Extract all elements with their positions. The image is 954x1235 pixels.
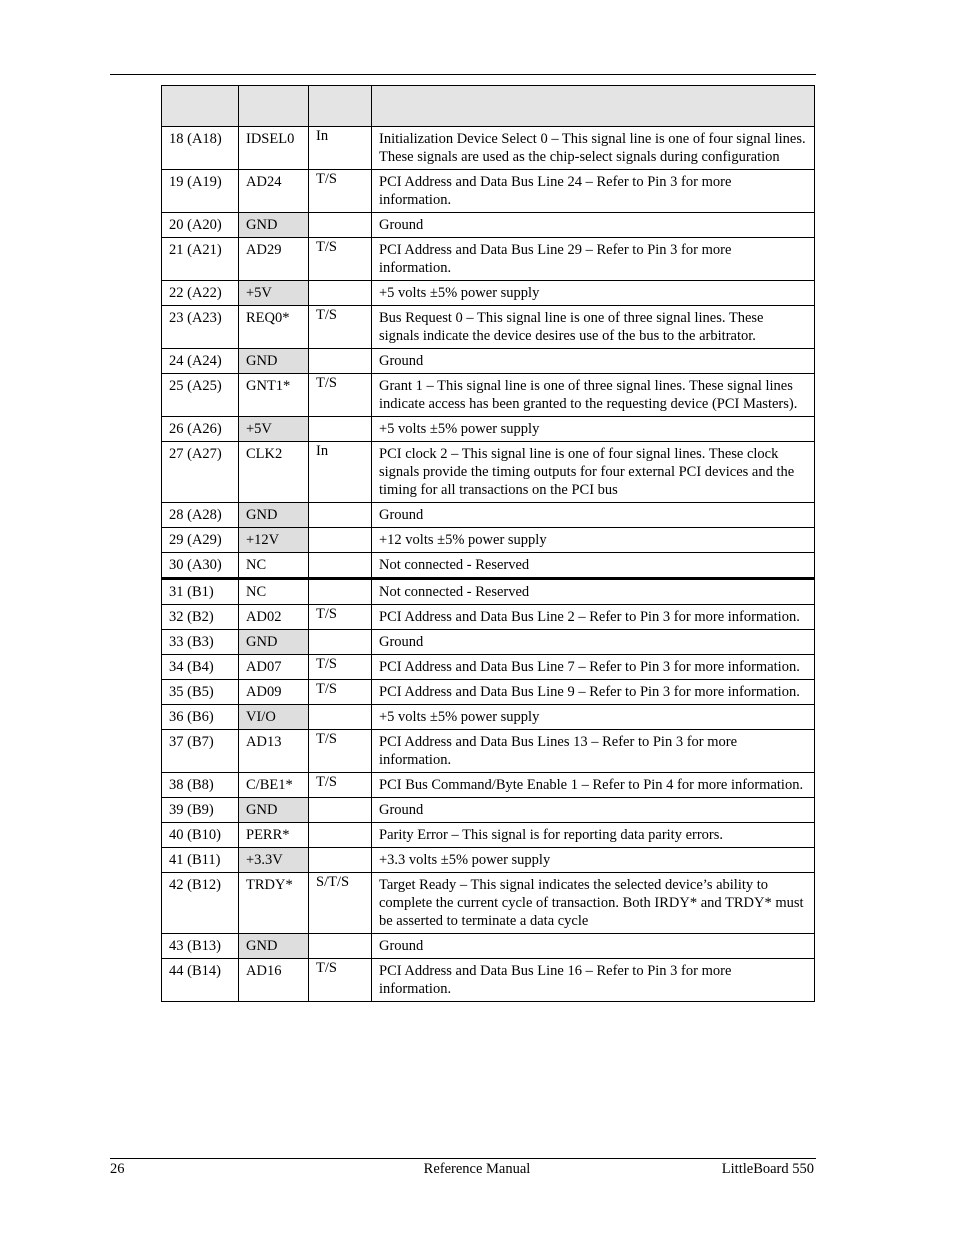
direction-cell [309, 630, 372, 655]
footer-rule [110, 1158, 816, 1159]
table-row [162, 848, 815, 873]
signal-cell: PERR* [239, 823, 309, 848]
signal-cell: GND [239, 503, 309, 528]
pin-cell: 24 (A24) [162, 349, 239, 374]
direction-cell: T/S [309, 238, 372, 281]
table-row [162, 823, 815, 848]
pin-cell: 35 (B5) [162, 680, 239, 705]
signal-cell: REQ0* [239, 306, 309, 349]
direction-cell: T/S [309, 170, 372, 213]
pin-cell: 20 (A20) [162, 213, 239, 238]
signal-cell: GND [239, 934, 309, 959]
signal-cell: AD16 [239, 959, 309, 1002]
footer-product-name: LittleBoard 550 [721, 1161, 814, 1177]
direction-cell [309, 417, 372, 442]
pin-cell: 31 (B1) [162, 579, 239, 605]
pin-cell: 32 (B2) [162, 605, 239, 630]
table-row [162, 170, 815, 213]
pin-cell: 44 (B14) [162, 959, 239, 1002]
table-row [162, 442, 815, 503]
table-row [162, 630, 815, 655]
direction-cell: T/S [309, 773, 372, 798]
signal-cell: +5V [239, 281, 309, 306]
signal-cell: GND [239, 213, 309, 238]
signal-cell: CLK2 [239, 442, 309, 503]
table-row [162, 705, 815, 730]
table-row [162, 579, 815, 605]
signal-cell: VI/O [239, 705, 309, 730]
pin-cell: 30 (A30) [162, 553, 239, 579]
description-cell: +3.3 volts ±5% power supply [372, 848, 815, 873]
header-rule [110, 74, 816, 75]
direction-cell [309, 823, 372, 848]
table-row [162, 553, 815, 579]
description-cell: PCI Address and Data Bus Line 16 – Refer to Pin 3 for more information. [372, 959, 815, 1002]
table-row [162, 798, 815, 823]
table-row [162, 306, 815, 349]
table-row [162, 730, 815, 773]
direction-cell [309, 213, 372, 238]
direction-cell [309, 579, 372, 605]
pin-cell: 23 (A23) [162, 306, 239, 349]
table-row [162, 959, 815, 1002]
direction-cell: T/S [309, 605, 372, 630]
description-cell: PCI clock 2 – This signal line is one of four signal lines. These clock signals provide the timing outputs for four external PCI devices and the timing for all transactions on the PCI bus [372, 442, 815, 503]
header-description [372, 86, 815, 127]
pin-cell: 36 (B6) [162, 705, 239, 730]
table-row [162, 213, 815, 238]
direction-cell [309, 934, 372, 959]
signal-cell: NC [239, 553, 309, 579]
table-row [162, 349, 815, 374]
table-row [162, 605, 815, 630]
direction-cell [309, 798, 372, 823]
description-cell: PCI Address and Data Bus Line 29 – Refer to Pin 3 for more information. [372, 238, 815, 281]
pin-cell: 19 (A19) [162, 170, 239, 213]
table-row [162, 281, 815, 306]
signal-cell: TRDY* [239, 873, 309, 934]
pin-cell: 25 (A25) [162, 374, 239, 417]
table-row [162, 773, 815, 798]
table-row [162, 374, 815, 417]
description-cell: Initialization Device Select 0 – This signal line is one of four signal lines. These signals are used as the chip-select signals during configuration [372, 127, 815, 170]
pinout-table [161, 85, 815, 1002]
description-cell: PCI Bus Command/Byte Enable 1 – Refer to Pin 4 for more information. [372, 773, 815, 798]
table-row [162, 127, 815, 170]
direction-cell: T/S [309, 306, 372, 349]
description-cell: +12 volts ±5% power supply [372, 528, 815, 553]
signal-cell: AD29 [239, 238, 309, 281]
signal-cell: GND [239, 798, 309, 823]
signal-cell: AD09 [239, 680, 309, 705]
signal-cell: GNT1* [239, 374, 309, 417]
signal-cell: +3.3V [239, 848, 309, 873]
pin-cell: 28 (A28) [162, 503, 239, 528]
signal-cell: C/BE1* [239, 773, 309, 798]
signal-cell: +5V [239, 417, 309, 442]
pin-cell: 29 (A29) [162, 528, 239, 553]
description-cell: +5 volts ±5% power supply [372, 705, 815, 730]
description-cell: PCI Address and Data Bus Line 9 – Refer to Pin 3 for more information. [372, 680, 815, 705]
description-cell: +5 volts ±5% power supply [372, 281, 815, 306]
signal-cell: AD02 [239, 605, 309, 630]
header-direction [309, 86, 372, 127]
table-row [162, 680, 815, 705]
pin-cell: 41 (B11) [162, 848, 239, 873]
table-row [162, 238, 815, 281]
header-pin [162, 86, 239, 127]
description-cell: Grant 1 – This signal line is one of three signal lines. These signal lines indicate access has been granted to the requesting device (PCI Masters). [372, 374, 815, 417]
table-header-row [162, 86, 815, 127]
pin-cell: 27 (A27) [162, 442, 239, 503]
table-row [162, 528, 815, 553]
direction-cell: In [309, 442, 372, 503]
pin-cell: 43 (B13) [162, 934, 239, 959]
pin-cell: 18 (A18) [162, 127, 239, 170]
signal-cell: AD07 [239, 655, 309, 680]
description-cell: Ground [372, 934, 815, 959]
description-cell: Ground [372, 630, 815, 655]
direction-cell: S/T/S [309, 873, 372, 934]
signal-cell: GND [239, 630, 309, 655]
description-cell: Bus Request 0 – This signal line is one of three signal lines. These signals indicate the device desires use of the bus to the arbitrator. [372, 306, 815, 349]
footer-manual-title: Reference Manual [423, 1161, 531, 1177]
pin-cell: 40 (B10) [162, 823, 239, 848]
table-body [162, 127, 815, 1002]
description-cell: PCI Address and Data Bus Lines 13 – Refer to Pin 3 for more information. [372, 730, 815, 773]
signal-cell: AD24 [239, 170, 309, 213]
description-cell: Target Ready – This signal indicates the selected device’s ability to complete the current cycle of transaction. Both IRDY* and TRDY* must be asserted to terminate a data cycle [372, 873, 815, 934]
header-signal [239, 86, 309, 127]
direction-cell: T/S [309, 730, 372, 773]
direction-cell [309, 349, 372, 374]
pin-cell: 42 (B12) [162, 873, 239, 934]
signal-cell: AD13 [239, 730, 309, 773]
direction-cell [309, 503, 372, 528]
direction-cell: In [309, 127, 372, 170]
pin-cell: 37 (B7) [162, 730, 239, 773]
table-row [162, 934, 815, 959]
signal-cell: IDSEL0 [239, 127, 309, 170]
description-cell: Ground [372, 798, 815, 823]
description-cell: Parity Error – This signal is for reporting data parity errors. [372, 823, 815, 848]
signal-cell: GND [239, 349, 309, 374]
direction-cell: T/S [309, 959, 372, 1002]
pin-cell: 39 (B9) [162, 798, 239, 823]
direction-cell [309, 705, 372, 730]
direction-cell [309, 553, 372, 579]
description-cell: Not connected - Reserved [372, 579, 815, 605]
table-row [162, 873, 815, 934]
direction-cell [309, 281, 372, 306]
pin-cell: 34 (B4) [162, 655, 239, 680]
table-row [162, 417, 815, 442]
direction-cell [309, 848, 372, 873]
description-cell: Ground [372, 213, 815, 238]
signal-cell: NC [239, 579, 309, 605]
description-cell: Ground [372, 503, 815, 528]
description-cell: PCI Address and Data Bus Line 2 – Refer to Pin 3 for more information. [372, 605, 815, 630]
page-number: 26 [110, 1161, 125, 1177]
description-cell: +5 volts ±5% power supply [372, 417, 815, 442]
pin-cell: 21 (A21) [162, 238, 239, 281]
direction-cell [309, 528, 372, 553]
description-cell: PCI Address and Data Bus Line 24 – Refer to Pin 3 for more information. [372, 170, 815, 213]
description-cell: PCI Address and Data Bus Line 7 – Refer to Pin 3 for more information. [372, 655, 815, 680]
signal-cell: +12V [239, 528, 309, 553]
table-row [162, 503, 815, 528]
description-cell: Ground [372, 349, 815, 374]
direction-cell: T/S [309, 374, 372, 417]
pin-cell: 22 (A22) [162, 281, 239, 306]
pin-cell: 33 (B3) [162, 630, 239, 655]
direction-cell: T/S [309, 680, 372, 705]
pin-cell: 26 (A26) [162, 417, 239, 442]
table-row [162, 655, 815, 680]
direction-cell: T/S [309, 655, 372, 680]
description-cell: Not connected - Reserved [372, 553, 815, 579]
pin-cell: 38 (B8) [162, 773, 239, 798]
